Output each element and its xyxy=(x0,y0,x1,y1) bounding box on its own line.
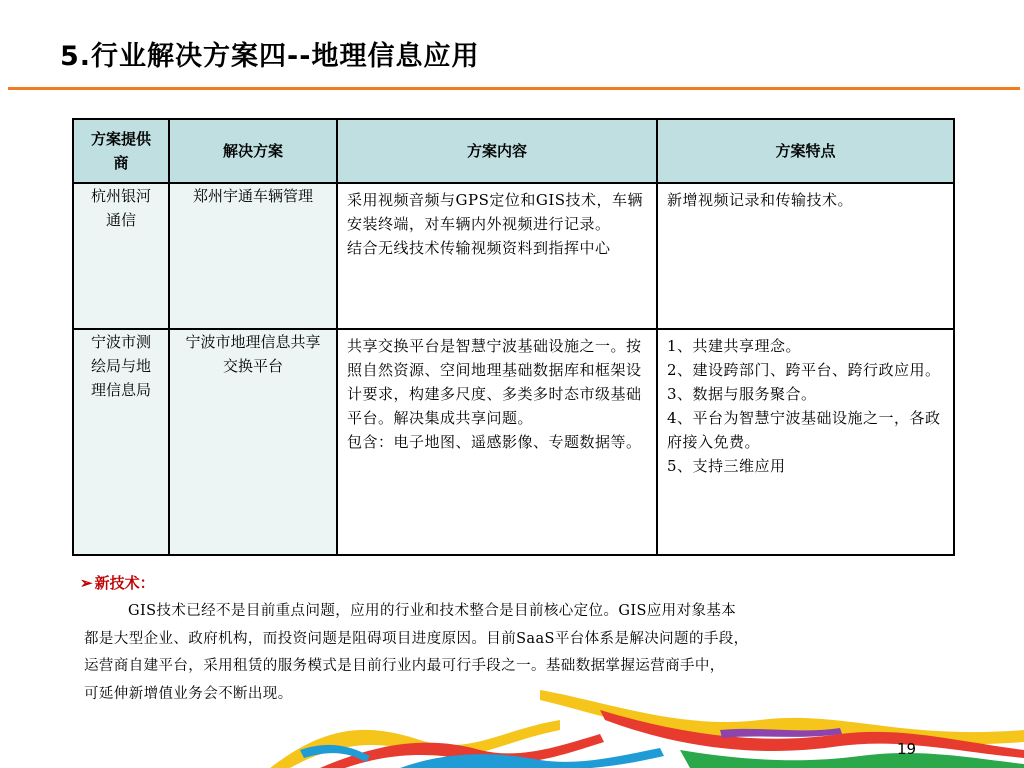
feature-line: 1、共建共享理念。 xyxy=(667,337,802,355)
header-features: 方案特点 xyxy=(657,119,954,183)
header-provider: 方案提供商 xyxy=(73,119,169,183)
paragraph-line: GIS技术已经不是目前重点问题，应用的行业和技术整合是目前核心定位。GIS应用对象基本 xyxy=(128,603,737,619)
header-solution: 解决方案 xyxy=(169,119,337,183)
content-cell xyxy=(337,183,657,329)
header-content: 方案内容 xyxy=(337,119,657,183)
decorative-ribbon xyxy=(0,690,1024,768)
feature-line: 5、支持三维应用 xyxy=(667,457,786,475)
content-line: 共享交换平台是智慧宁波基础设施之一。按照自然资源、空间地理基础数据库和框架设计要求，构建多尺度、多类多时态市级基础平台。解决集成共享问题。 xyxy=(347,337,642,427)
provider-cell: 宁波市测绘局与地理信息局 xyxy=(73,329,169,555)
content-line: 包含：电子地图、遥感影像、专题数据等。 xyxy=(347,433,642,451)
feature-line: 2、建设跨部门、跨平台、跨行政应用。 xyxy=(667,361,941,379)
feature-line: 新增视频记录和传输技术。 xyxy=(667,191,854,209)
solution-cell: 宁波市地理信息共享交换平台 xyxy=(169,329,337,555)
feature-line: 3、数据与服务聚合。 xyxy=(667,385,817,403)
paragraph-line: 都是大型企业、政府机构，而投资问题是阻碍项目进度原因。目前SaaS平台体系是解决问题的手段， xyxy=(84,630,749,647)
provider-cell: 杭州银河通信 xyxy=(73,183,169,329)
solution-cell: 郑州宇通车辆管理 xyxy=(169,183,337,329)
slide-title: 5.行业解决方案四--地理信息应用 xyxy=(60,41,480,72)
features-cell xyxy=(657,329,954,555)
arrow-bullet-icon: ➢ xyxy=(80,574,93,592)
table-header-row xyxy=(73,119,954,183)
content-line: 结合无线技术传输视频资料到指挥中心 xyxy=(347,239,611,257)
table-row xyxy=(73,183,954,329)
paragraph-line: 可延伸新增值业务会不断出现。 xyxy=(84,685,293,702)
solutions-table xyxy=(72,118,955,556)
section-heading xyxy=(80,572,155,593)
page-number: 19 xyxy=(897,740,917,758)
section-heading-text: 新技术： xyxy=(94,574,155,592)
feature-line: 4、平台为智慧宁波基础设施之一，各政府接入免费。 xyxy=(667,409,941,451)
features-cell xyxy=(657,183,954,329)
content-line: 采用视频音频与GPS定位和GIS技术，车辆安装终端，对车辆内外视频进行记录。 xyxy=(347,191,644,233)
table-row xyxy=(73,329,954,555)
content-cell xyxy=(337,329,657,555)
paragraph-line: 运营商自建平台，采用租赁的服务模式是目前行业内最可行手段之一。基础数据掌握运营商手中， xyxy=(84,658,725,674)
title-divider xyxy=(8,87,1020,90)
